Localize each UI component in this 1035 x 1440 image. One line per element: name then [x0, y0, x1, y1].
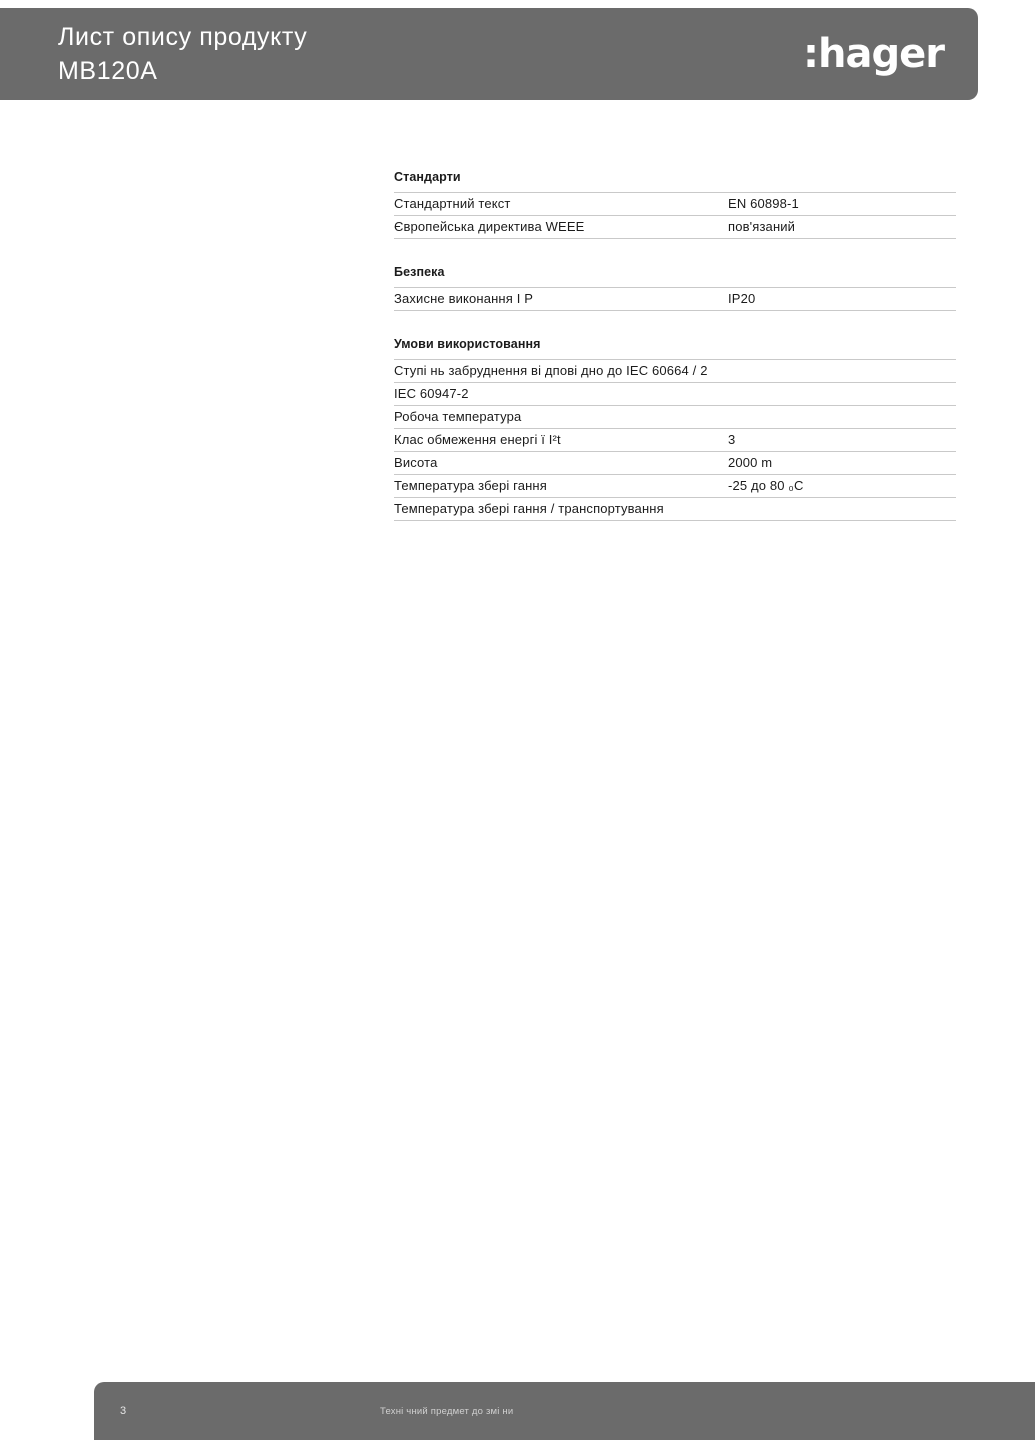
- spec-table: [394, 287, 956, 311]
- product-code: MB120A: [58, 57, 158, 85]
- table-row: [394, 452, 956, 475]
- row-value: -25 до 80 ₀C: [728, 478, 804, 493]
- row-label: Температура збері гання / транспортування: [394, 501, 664, 516]
- row-label: Робоча температура: [394, 409, 522, 424]
- section-safety: [394, 265, 956, 311]
- spec-table: [394, 192, 956, 239]
- row-value: пов'язаний: [728, 219, 796, 234]
- row-label: Захисне виконання I P: [394, 291, 534, 306]
- row-label: Клас обмеження енергi ї I²t: [394, 432, 561, 447]
- page-number: 3: [120, 1405, 127, 1417]
- section-title: Безпека: [394, 265, 445, 279]
- row-label: IEC 60947-2: [394, 386, 469, 401]
- page-header: [0, 8, 978, 100]
- row-label: Європейська директива WEEE: [394, 219, 585, 234]
- table-row: [394, 475, 956, 498]
- section-usage-conditions: [394, 337, 956, 521]
- table-row: [394, 193, 956, 216]
- header-titles: [58, 20, 307, 88]
- spec-content: [394, 170, 956, 521]
- section-title: Умови використовання: [394, 337, 541, 351]
- section-standards: [394, 170, 956, 239]
- table-row: [394, 406, 956, 429]
- table-row: [394, 498, 956, 521]
- row-value: IP20: [728, 291, 756, 306]
- row-label: Температура збері гання: [394, 478, 547, 493]
- spec-table: [394, 359, 956, 521]
- table-row: [394, 216, 956, 239]
- table-row: [394, 383, 956, 406]
- page-footer: [94, 1382, 1035, 1440]
- row-label: Ступі нь забруднення ві дповi дно до IEC 60664 / 2: [394, 363, 708, 378]
- hager-logo: :hager: [803, 31, 944, 77]
- section-title: Стандарти: [394, 170, 461, 184]
- footer-note: Техні чний предмет до змі ни: [380, 1405, 514, 1417]
- row-value: EN 60898-1: [728, 196, 799, 211]
- page-title: Лист опису продукту: [58, 23, 308, 51]
- row-label: Висота: [394, 455, 438, 470]
- table-row: [394, 288, 956, 311]
- row-value: 3: [728, 432, 736, 447]
- table-row: [394, 429, 956, 452]
- table-row: [394, 360, 956, 383]
- row-value: 2000 m: [728, 455, 773, 470]
- row-label: Стандартний текст: [394, 196, 511, 211]
